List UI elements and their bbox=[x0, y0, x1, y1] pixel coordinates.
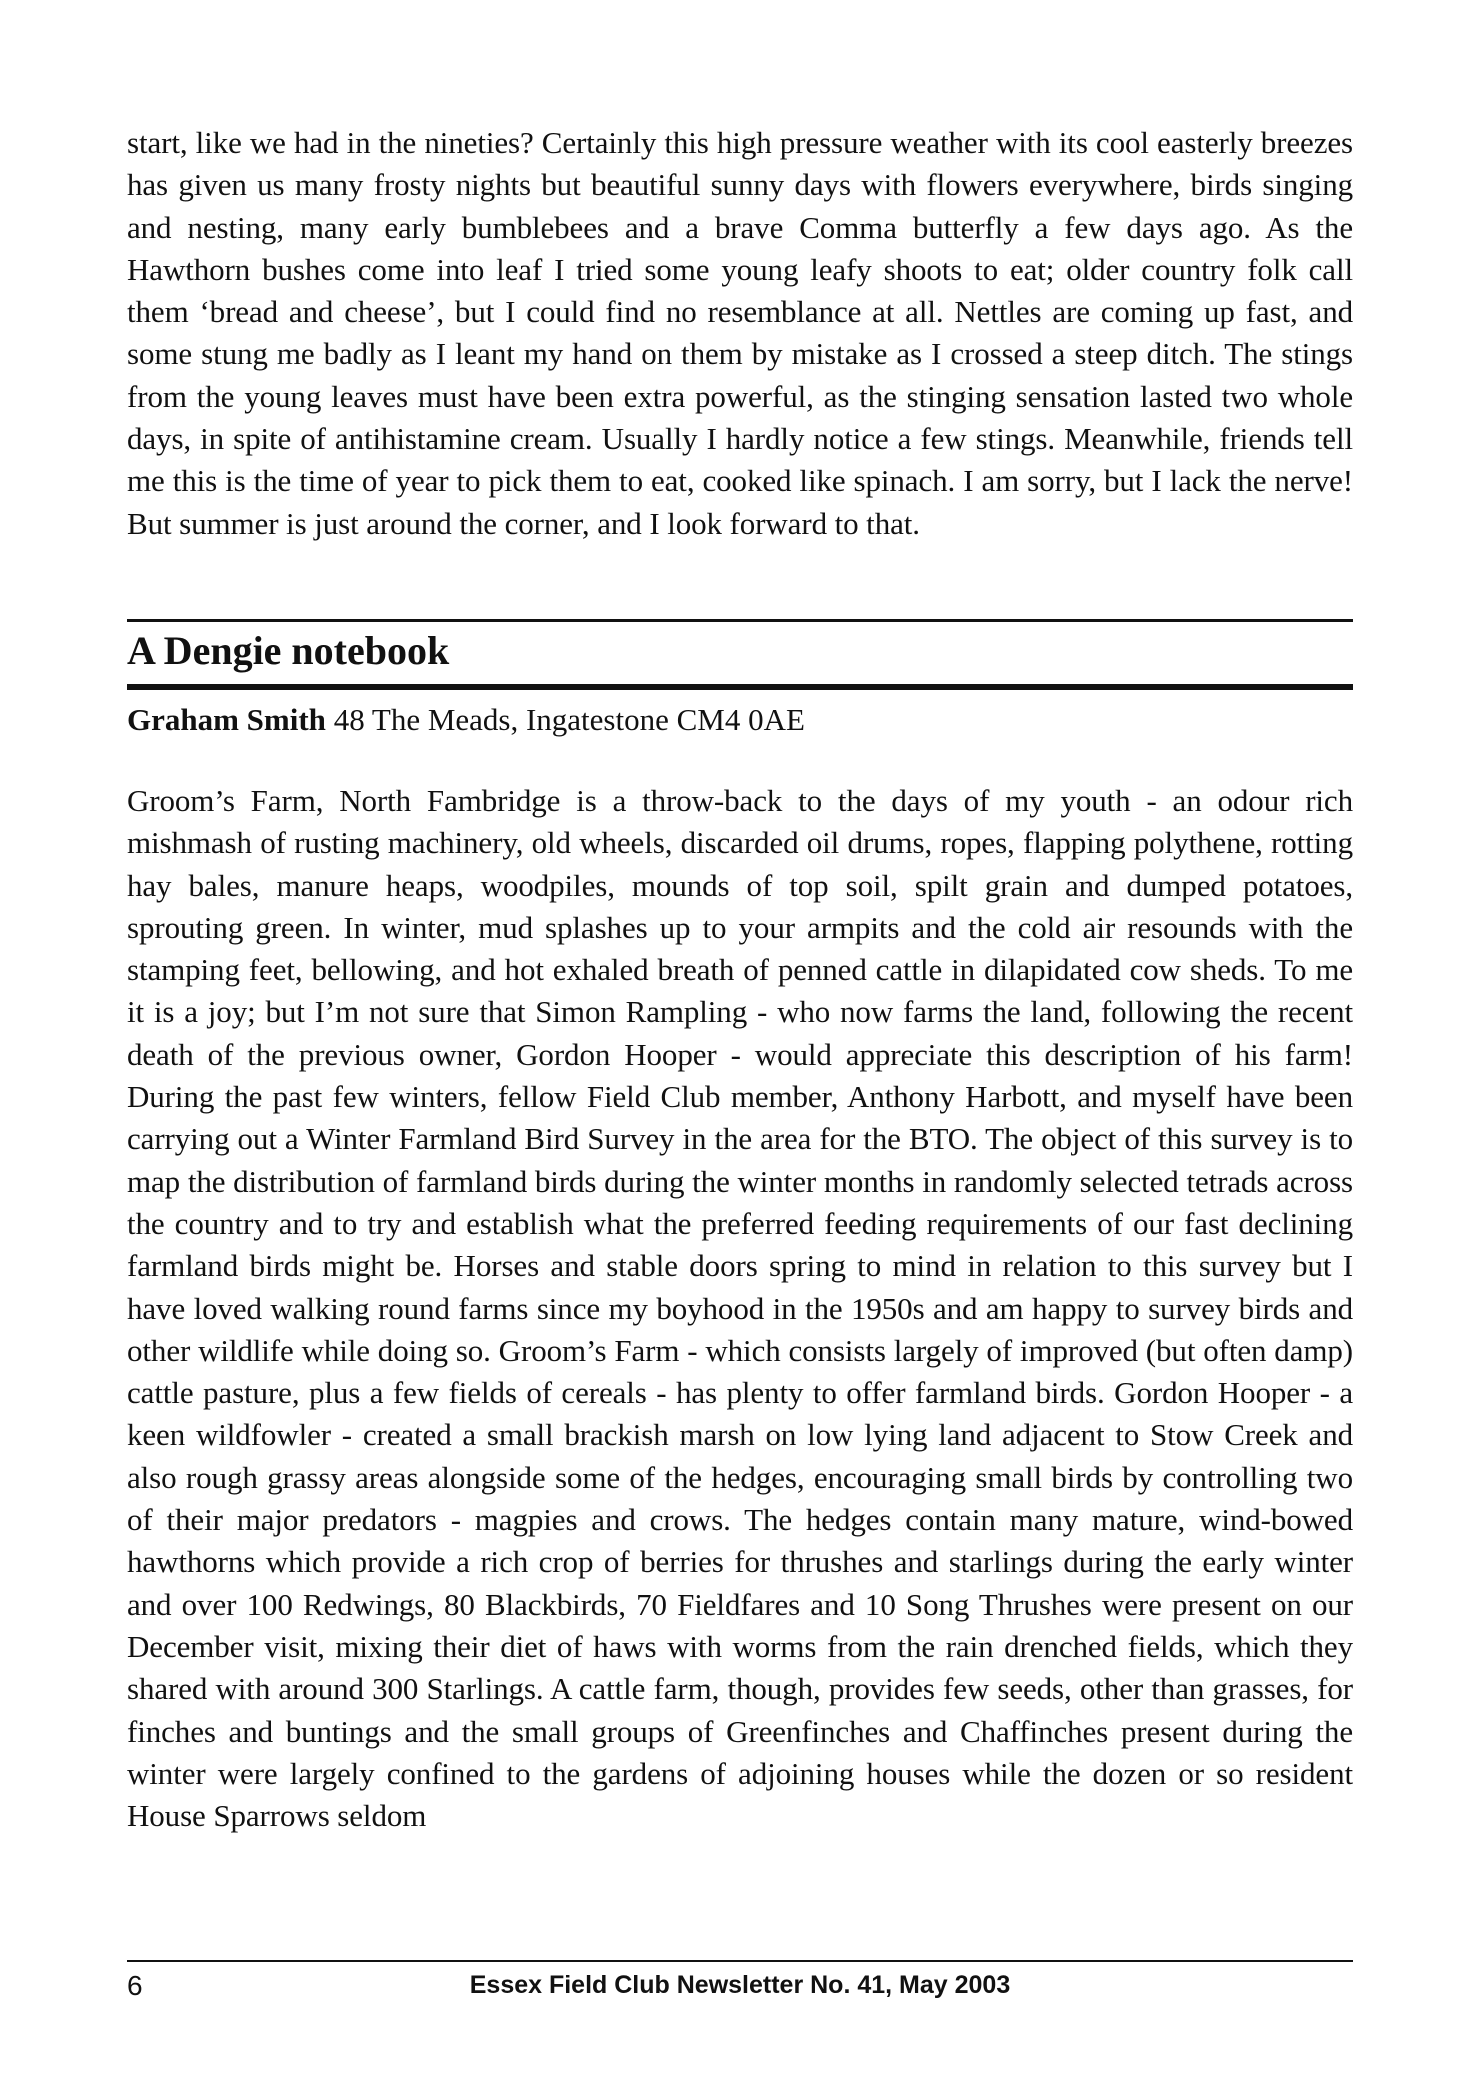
author-name: Graham Smith bbox=[127, 701, 326, 737]
author-address: 48 The Meads, Ingatestone CM4 0AE bbox=[333, 701, 805, 737]
page-content bbox=[127, 122, 1353, 1837]
page-number: 6 bbox=[127, 1970, 143, 2001]
byline bbox=[127, 698, 1353, 742]
section-rule-top bbox=[127, 619, 1353, 622]
section-rule-bottom bbox=[127, 684, 1353, 690]
body-paragraph: Groom’s Farm, North Fambridge is a throw-back to the days of my youth - an odour rich mishmash of rusting machinery, old wheels, discarded oil drums, ropes, flapping polythene, rotting hay bales, manure heaps, woodpiles, mounds of top soil, spilt grain and dumped potatoes, sprouting green. In winter, mud splashes up to your armpits and the cold air resounds with the stamping feet, bellowing, and hot exhaled breath of penned cattle in dilapidated cow sheds. To me it is a joy; but I’m not sure that Simon Rampling - who now farms the land, following the recent death of the previous owner, Gordon Hooper - would appreciate this description of his farm! During the past few winters, fellow Field Club member, Anthony Harbott, and myself have been carrying out a Winter Farmland Bird Survey in the area for the BTO. The object of this survey is to map the distribution of farmland birds during the winter months in randomly selected tetrads across the country and to try and establish what the preferred feeding requirements of our fast declining farmland birds might be. Horses and stable doors spring to mind in relation to this survey but I have loved walking round farms since my boyhood in the 1950s and am happy to survey birds and other wildlife while doing so. Groom’s Farm - which consists largely of improved (but often damp) cattle pasture, plus a few fields of cereals - has plenty to offer farmland birds. Gordon Hooper - a keen wildfowler - created a small brackish marsh on low lying land adjacent to Stow Creek and also rough grassy areas alongside some of the hedges, encouraging small birds by controlling two of their major predators - magpies and crows. The hedges contain many mature, wind-bowed hawthorns which provide a rich crop of berries for thrushes and starlings during the early winter and over 100 Redwings, 80 Blackbirds, 70 Fieldfares and 10 Song Thrushes were present on our December visit, mixing their diet of haws with worms from the rain drenched fields, which they shared with around 300 Starlings. A cattle farm, though, provides few seeds, other than grasses, for finches and buntings and the small groups of Greenfinches and Chaffinches present during the winter were largely confined to the gardens of adjoining houses while the dozen or so resident House Sparrows seldom bbox=[127, 782, 1353, 1834]
page-footer bbox=[127, 1960, 1353, 2008]
section-title: A Dengie notebook bbox=[127, 627, 450, 673]
intro-paragraph: start, like we had in the nineties? Certainly this high pressure weather with its cool easterly breezes has given us many frosty nights but beautiful sunny days with flowers everywhere, birds singing and nesting, many early bumblebees and a brave Comma butterfly a few days ago. As the Hawthorn bushes come into leaf I tried some young leafy shoots to eat; older country folk call them ‘bread and cheese’, but I could find no resemblance at all. Nettles are coming up fast, and some stung me badly as I leant my hand on them by mistake as I crossed a steep ditch. The stings from the young leaves must have been extra powerful, as the stinging sensation lasted two whole days, in spite of antihistamine cream. Usually I hardly notice a few stings. Meanwhile, friends tell me this is the time of year to pick them to eat, cooked like spinach. I am sorry, but I lack the nerve! But summer is just around the corner, and I look forward to that. bbox=[127, 125, 1353, 541]
publication-title: Essex Field Club Newsletter No. 41, May 2003 bbox=[469, 1971, 1011, 1999]
